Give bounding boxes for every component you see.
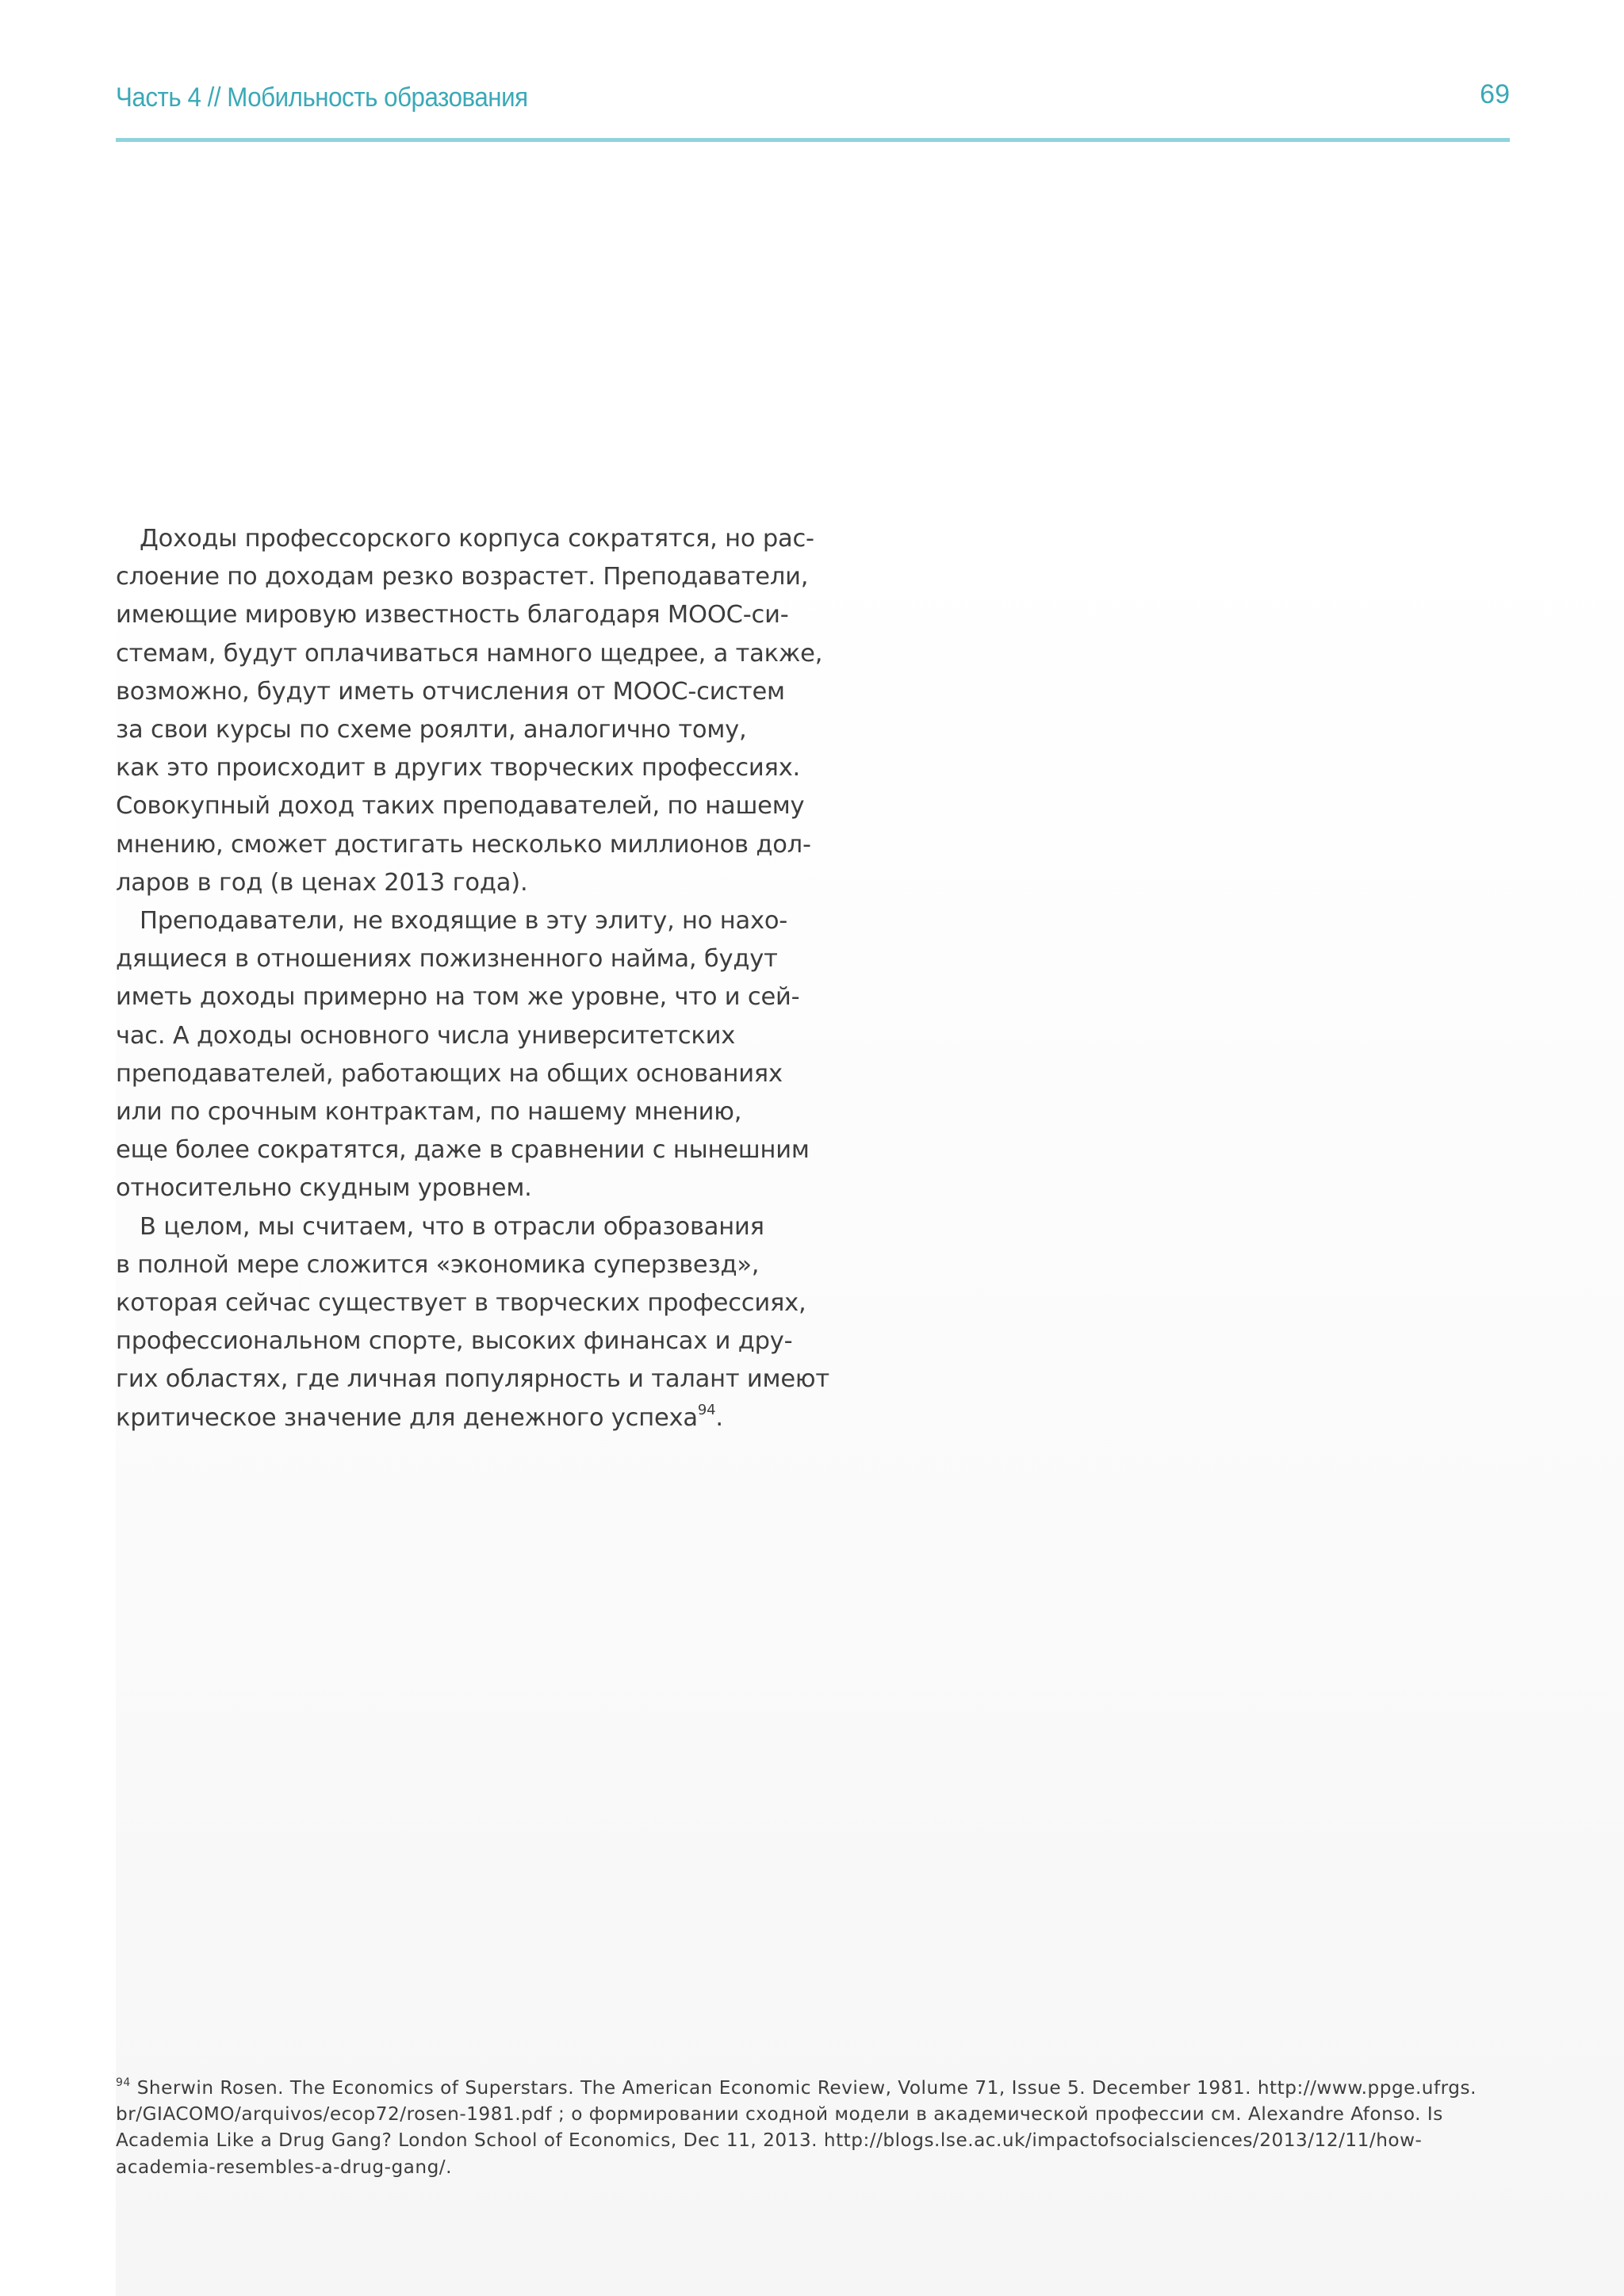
text-line: иметь доходы примерно на том же уровне, что и сей- <box>116 983 800 1012</box>
text-line: или по срочным контрактам, по нашему мнению, <box>116 1098 742 1127</box>
text-line: стемам, будут оплачиваться намного щедрее, а также, <box>116 639 823 668</box>
page-number: 69 <box>1480 79 1510 109</box>
text-line: час. А доходы основного числа университетских <box>116 1021 736 1050</box>
section-title: Часть 4 // Мобильность образования <box>116 82 528 113</box>
footnote-ref-link[interactable]: 94 <box>697 1401 716 1418</box>
text-line: возможно, будут иметь отчисления от МООС-систем <box>116 677 785 706</box>
footnote-number: 94 <box>116 2076 131 2089</box>
footnote-line <box>116 2075 1519 2101</box>
text-line: Доходы профессорского корпуса сократятся, но рас- <box>140 525 814 553</box>
text-line: Преподаватели, не входящие в эту элиту, но нахо- <box>140 907 788 936</box>
text-line: гих областях, где личная популярность и талант имеют <box>116 1365 829 1394</box>
text-line: которая сейчас существует в творческих профессиях, <box>116 1289 806 1318</box>
footnote-line: academia-resembles-a-drug-gang/. <box>116 2156 452 2178</box>
paragraph-2 <box>116 902 814 1208</box>
footnote-line: br/GIACOMO/arquivos/ecop72/rosen-1981.pdf ; о формировании сходной модели в академической профессии см. Alexandre Afonso. Is <box>116 2103 1443 2126</box>
text-line: за свои курсы по схеме роялти, аналогично тому, <box>116 716 747 744</box>
last-line-end: . <box>715 1403 723 1432</box>
text-line: дящиеся в отношениях пожизненного найма, будут <box>116 945 778 974</box>
text-line: мнению, сможет достигать несколько миллионов дол- <box>116 830 811 859</box>
text-line: в полной мере сложится «экономика суперзвезд», <box>116 1250 760 1279</box>
text-line: профессиональном спорте, высоких финансах и дру- <box>116 1327 793 1356</box>
text-line: Совокупный доход таких преподавателей, по нашему <box>116 792 805 821</box>
text-line: ларов в год (в ценах 2013 года). <box>116 868 528 897</box>
footnote-text: Sherwin Rosen. The Economics of Superstars. The American Economic Review, Volume 71, Issue 5. December 1981. http://www.ppge.ufrgs. <box>130 2077 1477 2099</box>
text-line: как это происходит в других творческих профессиях. <box>116 754 801 783</box>
text-line: В целом, мы считаем, что в отрасли образования <box>140 1212 764 1241</box>
running-header <box>116 79 1510 142</box>
text-line: относительно скудным уровнем. <box>116 1174 532 1203</box>
paragraph-1 <box>116 520 823 902</box>
footnote <box>116 2075 1519 2180</box>
body-text <box>116 520 829 1437</box>
footnote-line: Academia Like a Drug Gang? London School of Economics, Dec 11, 2013. http://blogs.lse.ac.uk/impactofsocialsciences/2013/12/11/how- <box>116 2130 1423 2152</box>
paragraph-3 <box>116 1208 829 1437</box>
text-line: преподавателей, работающих на общих основаниях <box>116 1059 783 1088</box>
last-line-text: критическое значение для денежного успеха <box>116 1403 698 1432</box>
text-line: еще более сократятся, даже в сравнении с нынешним <box>116 1136 810 1165</box>
text-line-with-footnote <box>116 1399 814 1437</box>
text-line: слоение по доходам резко возрастет. Преподаватели, <box>116 563 809 591</box>
text-line: имеющие мировую известность благодаря МООС-си- <box>116 601 789 629</box>
